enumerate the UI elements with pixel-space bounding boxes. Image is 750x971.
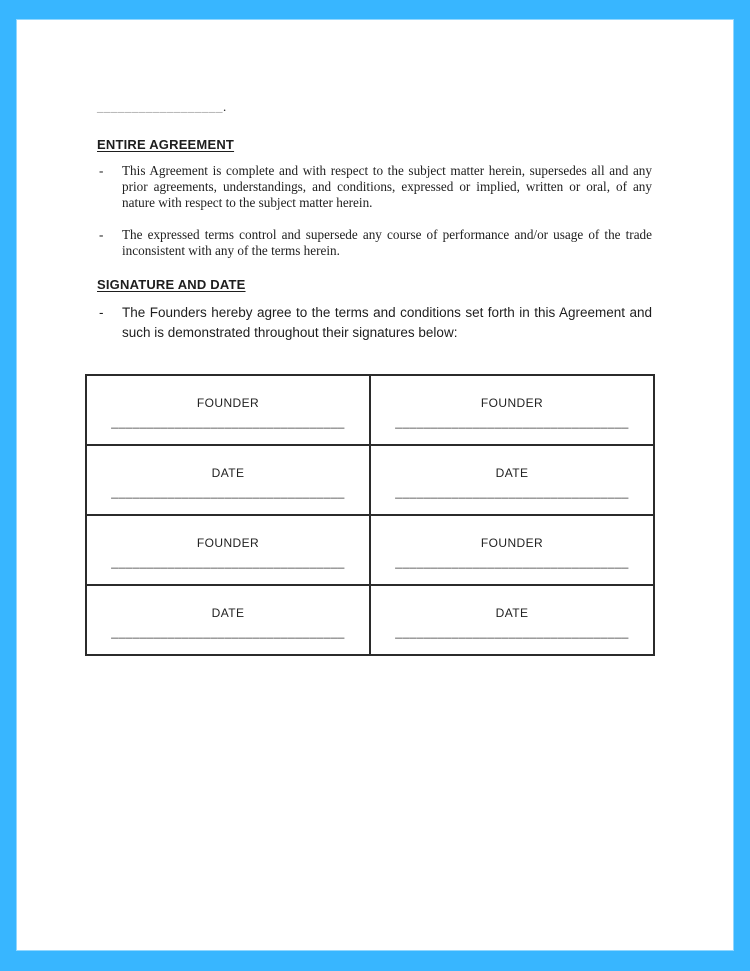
founder-signature-line: _________________________________	[111, 555, 345, 569]
founder-signature-line: _________________________________	[395, 415, 629, 429]
signature-table-row	[86, 445, 654, 515]
founder-label: FOUNDER	[480, 536, 544, 550]
founder-label: FOUNDER	[196, 536, 260, 550]
signature-table-row	[86, 585, 654, 655]
blank-fill-underscores: __________________	[97, 99, 223, 114]
founder-signature-cell	[86, 375, 370, 445]
founder-label: FOUNDER	[196, 396, 260, 410]
founder-signature-line: _________________________________	[111, 415, 345, 429]
heading-signature-and-date: SIGNATURE AND DATE	[97, 277, 246, 292]
founder-signature-cell	[370, 515, 654, 585]
date-cell	[86, 445, 370, 515]
bullet-text: This Agreement is complete and with respect to the subject matter herein, supersedes all and any prior agreements, understandings, and conditions, expressed or implied, written or oral, of any nature with respect to the subject matter herein.	[122, 163, 652, 210]
date-label: DATE	[211, 606, 245, 620]
date-label: DATE	[495, 606, 529, 620]
date-cell	[86, 585, 370, 655]
date-line: _________________________________	[395, 485, 629, 499]
bullet-text: The expressed terms control and supersede any course of performance and/or usage of the trade inconsistent with any of the terms herein.	[122, 227, 652, 258]
founder-label: FOUNDER	[480, 396, 544, 410]
founder-signature-cell	[370, 375, 654, 445]
date-cell	[370, 585, 654, 655]
signature-table-row	[86, 375, 654, 445]
date-label: DATE	[495, 466, 529, 480]
founder-signature-cell	[86, 515, 370, 585]
date-line: _________________________________	[111, 625, 345, 639]
blank-line-period: .	[223, 99, 227, 114]
heading-entire-agreement: ENTIRE AGREEMENT	[97, 137, 235, 152]
document-content	[17, 20, 733, 656]
blank-fill-line	[97, 100, 667, 114]
document-page	[17, 20, 733, 950]
signature-table	[85, 374, 655, 656]
bullet-dash: -	[99, 305, 104, 320]
date-label: DATE	[211, 466, 245, 480]
date-line: _________________________________	[111, 485, 345, 499]
bullet-text: The Founders hereby agree to the terms and conditions set forth in this Agreement and such is demonstrated throughout their signatures below:	[122, 305, 652, 340]
bullet-dash: -	[99, 227, 104, 242]
bullet-dash: -	[99, 163, 104, 178]
signature-table-row	[86, 515, 654, 585]
bullet-entire-agreement-2	[97, 227, 667, 259]
bullet-entire-agreement-1	[97, 163, 667, 211]
date-line: _________________________________	[395, 625, 629, 639]
date-cell	[370, 445, 654, 515]
founder-signature-line: _________________________________	[395, 555, 629, 569]
bullet-signature-and-date-1	[97, 303, 667, 343]
